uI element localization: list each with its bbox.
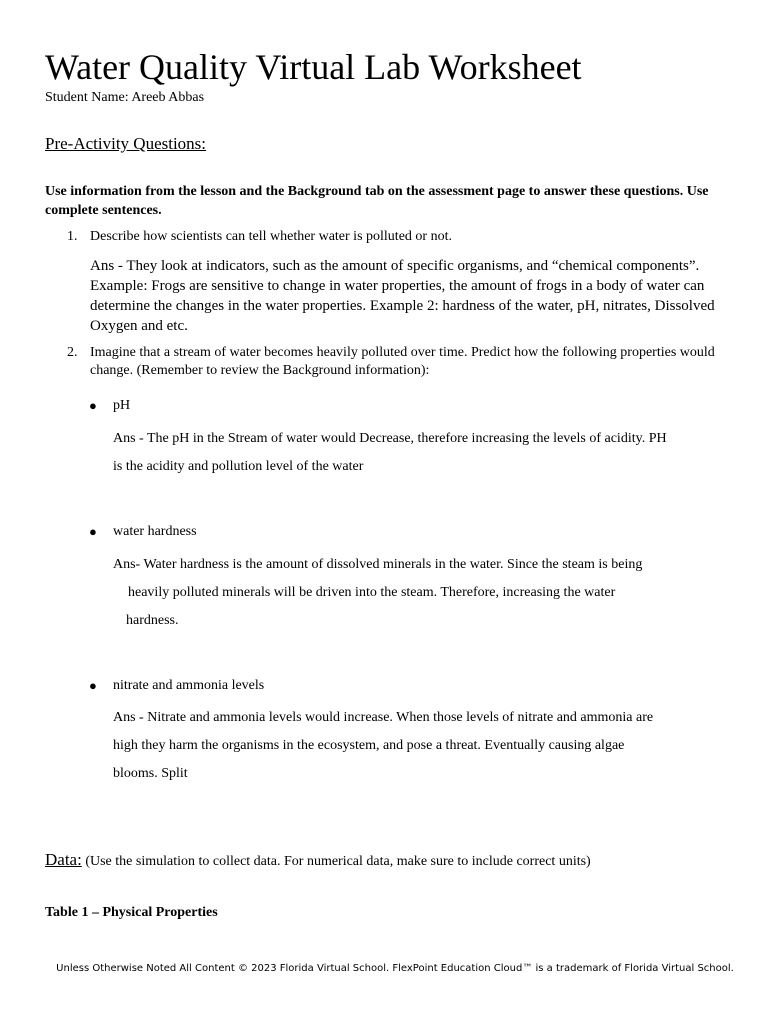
data-section — [45, 849, 591, 873]
bullet-hardness-answer — [113, 551, 673, 635]
bullet-icon: ● — [89, 678, 97, 693]
pre-activity-heading: Pre-Activity Questions: — [45, 134, 207, 153]
student-name: Student Name: Areeb Abbas — [45, 90, 205, 105]
question-1-number: 1. — [67, 229, 78, 244]
answer-line: Ans - Nitrate and ammonia levels would increase. When those levels of nitrate and ammonia are — [113, 710, 654, 725]
answer-line: Ans- Water hardness is the amount of dissolved minerals in the water. Since the steam is being — [113, 557, 643, 572]
bullet-nitrate-label: nitrate and ammonia levels — [113, 678, 265, 693]
answer-line: hardness. — [126, 613, 179, 628]
bullet-hardness-label: water hardness — [113, 524, 197, 539]
answer-line: heavily polluted minerals will be driven into the steam. Therefore, increasing the water — [128, 585, 616, 600]
question-2-text: Imagine that a stream of water becomes heavily polluted over time. Predict how the following properties would change. (Remember to review the Background information): — [90, 345, 715, 378]
bullet-icon: ● — [89, 524, 97, 539]
answer-line: high they harm the organisms in the ecosystem, and pose a threat. Eventually causing algae — [113, 738, 625, 753]
question-1-text: Describe how scientists can tell whether water is polluted or not. — [90, 229, 452, 244]
bullet-icon: ● — [89, 398, 97, 413]
page-title: Water Quality Virtual Lab Worksheet — [45, 47, 582, 87]
answer-line: is the acidity and pollution level of the water — [113, 459, 364, 474]
data-heading: Data: — [45, 850, 82, 869]
bullet-ph-label: pH — [113, 398, 131, 413]
instructions: Use information from the lesson and the Background tab on the assessment page to answer these questions. Use complete sentences. — [45, 184, 709, 218]
question-2-number: 2. — [67, 345, 78, 360]
bullet-nitrate-answer — [113, 704, 673, 788]
copyright-footer: Unless Otherwise Noted All Content © 2023 Florida Virtual School. FlexPoint Education Cloud™ is a trademark of Florida Virtual School. — [56, 963, 734, 974]
data-note: (Use the simulation to collect data. For numerical data, make sure to include correct units) — [81, 854, 591, 869]
table-1-title: Table 1 – Physical Properties — [45, 905, 218, 920]
question-1-answer: Ans - They look at indicators, such as the amount of specific organisms, and “chemical components”. Example: Frogs are sensitive to change in water properties, the amount of frogs in a body of water can determine the changes in the water properties. Example 2: hardness of the water, pH, nitrates, Dissolved Oxygen and etc. — [90, 258, 715, 334]
answer-line: Ans - The pH in the Stream of water would Decrease, therefore increasing the levels of acidity. PH — [113, 431, 667, 446]
bullet-ph-answer — [113, 425, 673, 481]
answer-line: blooms. Split — [113, 766, 188, 781]
